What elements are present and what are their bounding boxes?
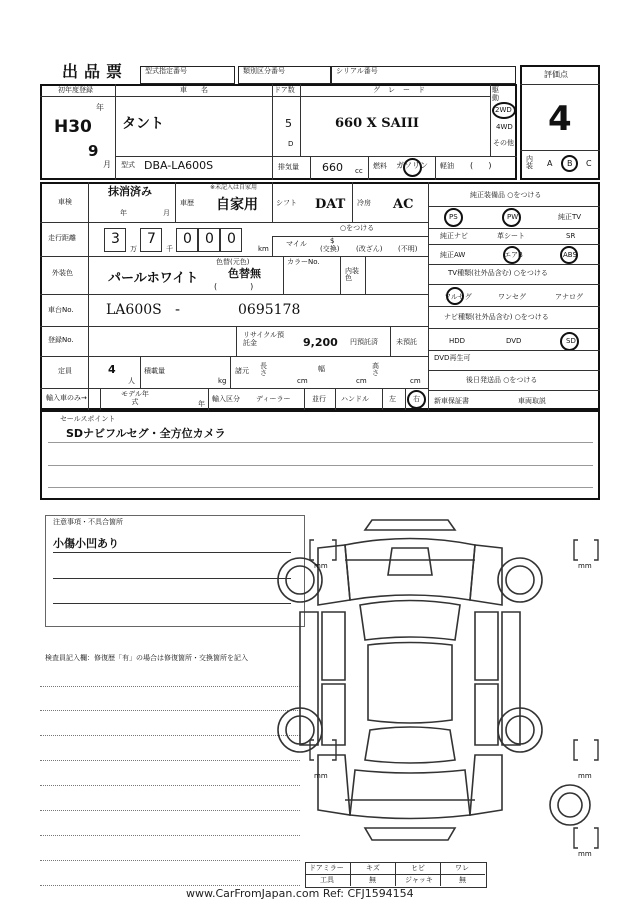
mm-rl: mm [314, 772, 328, 780]
tv-fullseg: フルセグ [444, 293, 472, 301]
serial-label: シリアル番号 [336, 67, 378, 75]
reg-label: 初年度登録 [58, 86, 93, 94]
notes-text: 小傷小凹あり [53, 537, 119, 550]
sales-text: SDナビフルセグ・全方位カメラ [66, 427, 226, 440]
rear-left-door [322, 684, 345, 745]
eq-aw: 純正AW [440, 251, 466, 259]
chassis-model: LA600S [106, 302, 162, 318]
legend-r2c4: 無 [459, 876, 466, 884]
recycle-value: 9,200 [303, 336, 338, 349]
notes-box [45, 515, 305, 627]
rear-bumper-shape [365, 828, 455, 840]
mileage-unit: km [258, 245, 269, 253]
drive-2wd-circle [492, 102, 516, 119]
mile-label: マイル [286, 240, 307, 248]
legend-r2c2: 無 [369, 876, 376, 884]
mileage-digit-5: 0 [227, 231, 236, 247]
name-value: タント [122, 116, 164, 132]
model-year-label: モデル年式 [121, 390, 149, 406]
usage-label: 車歴 [180, 199, 194, 207]
form-title: 出品票 [62, 62, 129, 81]
front-left-fender [318, 545, 350, 605]
mile-opt1: $ [330, 237, 335, 245]
eq-pw-circle [502, 208, 521, 227]
cc-value: 660 [322, 161, 343, 174]
trunk-shape [350, 770, 470, 819]
front-bumper-shape [365, 520, 455, 530]
front-right-door [475, 612, 498, 680]
later-manual: 車両取説 [518, 397, 546, 405]
ac-label: 冷房 [357, 199, 371, 207]
navi-hdd: HDD [449, 337, 466, 345]
interior-color-label: 内装色 [345, 267, 359, 282]
reg-year-unit: 年 [96, 103, 104, 112]
seats-unit: 人 [128, 377, 135, 385]
import-label: 輸入車のみ→ [46, 394, 87, 402]
front-right-fender [470, 545, 502, 605]
navi-sd: SD [566, 337, 576, 345]
mileage-man: 万 [130, 245, 137, 253]
len-label: 長さ [260, 362, 267, 377]
type-cert-label: 型式指定番号 [145, 67, 187, 75]
rear-left-fender [318, 755, 350, 815]
usage-value: 自家用 [216, 197, 258, 213]
shift-label: シフト [276, 199, 297, 207]
hood-shape [345, 539, 475, 601]
rear-window-shape [365, 727, 455, 763]
model-label: 型式 [121, 161, 135, 169]
fuel-circle [403, 158, 422, 177]
tv-fullseg-circle [446, 287, 464, 305]
seats-label: 定員 [58, 367, 72, 375]
color-label: 外装色 [52, 269, 73, 277]
eq-sr: SR [566, 232, 576, 240]
handle-right-circle [407, 390, 426, 409]
grade-value: 660 X SAIII [335, 116, 419, 131]
front-left-door [322, 612, 345, 680]
height-label: 高さ [372, 362, 379, 377]
legend-r1c3: ヒビ [411, 864, 425, 872]
eq-airbag: エアB [504, 251, 523, 259]
width-label: 幅 [318, 365, 325, 373]
doors-unit: D [288, 140, 294, 148]
wheel-rear-right [498, 708, 542, 752]
width-cm: cm [356, 377, 367, 385]
wheel-rear-left [278, 708, 322, 752]
eq-ps-circle [444, 208, 463, 227]
mileage-label: 走行距離 [48, 234, 76, 242]
handle-left: 左 [389, 395, 396, 403]
inspector-label: 検査員記入欄：修復歴「有」の場合は修復箇所・交換箇所を記入 [45, 654, 248, 662]
mm-spare: mm [578, 850, 592, 858]
roof-shape [368, 643, 452, 724]
model-value: DBA-LA600S [144, 159, 214, 172]
mm-rr: mm [578, 772, 592, 780]
mile-opt3: (改ざん) [356, 245, 383, 253]
interior-b-circle [561, 155, 578, 172]
handle-label: ハンドル [341, 395, 369, 403]
seats-value: 4 [108, 363, 116, 376]
color-value: パールホワイト [108, 271, 199, 286]
drive-4wd: 4WD [496, 123, 513, 131]
interior-b: B [567, 159, 573, 168]
legend-r1c1: ドアミラー [309, 864, 344, 872]
later-title: 後日発送品 ○をつける [466, 376, 538, 384]
color-no-label: カラーNo. [287, 258, 320, 266]
reg-month: 9 [88, 142, 99, 160]
eq-navi: 純正ナビ [440, 232, 468, 240]
eq-airbag-circle [503, 246, 521, 264]
interior-a: A [547, 159, 553, 168]
inspection-label: 車検 [58, 198, 72, 206]
mm-fr: mm [578, 562, 592, 570]
drive-label: 駆動 [492, 86, 499, 102]
dims-label: 諸元 [235, 367, 249, 375]
chassis-dash: - [175, 302, 181, 318]
spare-wheel [550, 785, 590, 825]
name-label: 車名 [180, 86, 222, 94]
drive-other: その他 [493, 139, 514, 147]
oil-label: 軽油 [440, 162, 454, 170]
navi-sd-circle [560, 332, 579, 351]
grade-label: グレード [373, 86, 433, 94]
load-unit: kg [218, 377, 227, 385]
reg-era: H30 [54, 117, 92, 137]
eq-leather: 革シート [497, 232, 525, 240]
category-label: 類別区分番号 [243, 67, 285, 75]
tv-analog: アナログ [555, 293, 583, 301]
recycle-label: リサイクル預託金 [243, 331, 285, 348]
legend-r1c4: ワレ [455, 864, 469, 872]
height-cm: cm [410, 377, 421, 385]
usage-note: ※未記入は自家用 [210, 184, 258, 191]
cc-unit: cc [355, 167, 363, 175]
inspection-year: 年 [120, 209, 127, 217]
mileage-sen: 千 [166, 245, 173, 253]
legend-r1c2: キズ [366, 864, 380, 872]
import-parallel: 並行 [312, 395, 326, 403]
inspection-month: 月 [163, 209, 170, 217]
windshield-shape [360, 601, 460, 641]
rear-right-fender [470, 755, 502, 815]
oem-title: 純正装備品 ○をつける [470, 191, 542, 199]
eq-abs-circle [560, 246, 578, 264]
shift-value: DAT [315, 197, 346, 212]
rear-right-door [475, 684, 498, 745]
doors-value: 5 [285, 117, 292, 130]
notes-label: 注意事項・不具合箇所 [53, 518, 123, 526]
fuel-label: 燃料 [373, 162, 387, 170]
tv-oneseg: ワンセグ [498, 293, 526, 301]
import-type-label: 輸入区分 [212, 395, 240, 403]
mile-opt4: (不明) [398, 245, 418, 253]
interior-label: 内装 [526, 155, 533, 170]
wheel-front-right [498, 558, 542, 602]
chassis-label: 車台No. [48, 306, 74, 314]
mileage-digit-3: 0 [183, 231, 192, 247]
tv-title: TV種類(社外品含む) ○をつける [448, 269, 548, 277]
sales-label: セールスポイント [60, 415, 116, 423]
eq-ps: PS [449, 213, 458, 221]
interior-c: C [586, 159, 592, 168]
mileage-digit-4: 0 [205, 231, 214, 247]
recycle-unpaid: 未預託 [396, 338, 417, 346]
recycle-unit: 円預託済 [350, 338, 378, 346]
ac-value: AC [393, 197, 414, 212]
load-label: 積載量 [144, 367, 165, 375]
mm-fl: mm [314, 562, 328, 570]
reg-no-label: 登録No. [48, 336, 74, 344]
legend-r2c1: 工具 [320, 876, 334, 884]
mileage-digit-1: 3 [111, 231, 120, 247]
chassis-number: 0695178 [238, 302, 301, 318]
handle-right: 右 [413, 395, 420, 403]
navi-title: ナビ種類(社外品含む) ○をつける [444, 313, 549, 321]
eq-pw: PW [507, 213, 519, 221]
mileage-circle-note: ○をつける [340, 224, 375, 232]
import-dealer: ディーラー [256, 395, 291, 403]
len-cm: cm [297, 377, 308, 385]
fuel-value: ガソリン [396, 161, 428, 170]
inspection-value: 抹消済み [108, 185, 152, 198]
reg-month-unit: 月 [103, 160, 111, 169]
dvd-player: DVD再生可 [434, 354, 471, 362]
eq-abs: ABS [563, 251, 577, 259]
drive-2wd: 2WD [495, 106, 512, 114]
later-warranty: 新車保証書 [434, 397, 469, 405]
mileage-digit-2: 7 [147, 231, 156, 247]
score-value: 4 [548, 99, 572, 139]
navi-dvd: DVD [506, 337, 522, 345]
color-change-value: 色替無 [228, 267, 261, 280]
watermark-text: www.CarFromJapan.com Ref: CFJ1594154 [186, 887, 414, 900]
legend-r2c3: ジャッキ [405, 876, 433, 884]
color-change-label: 色替(元色) [216, 258, 250, 266]
cc-label: 排気量 [278, 163, 299, 171]
eq-tv: 純正TV [558, 213, 582, 221]
score-label: 評価点 [544, 70, 568, 79]
mile-opt2: (交換) [320, 245, 340, 253]
doors-label: ドア数 [274, 86, 295, 94]
